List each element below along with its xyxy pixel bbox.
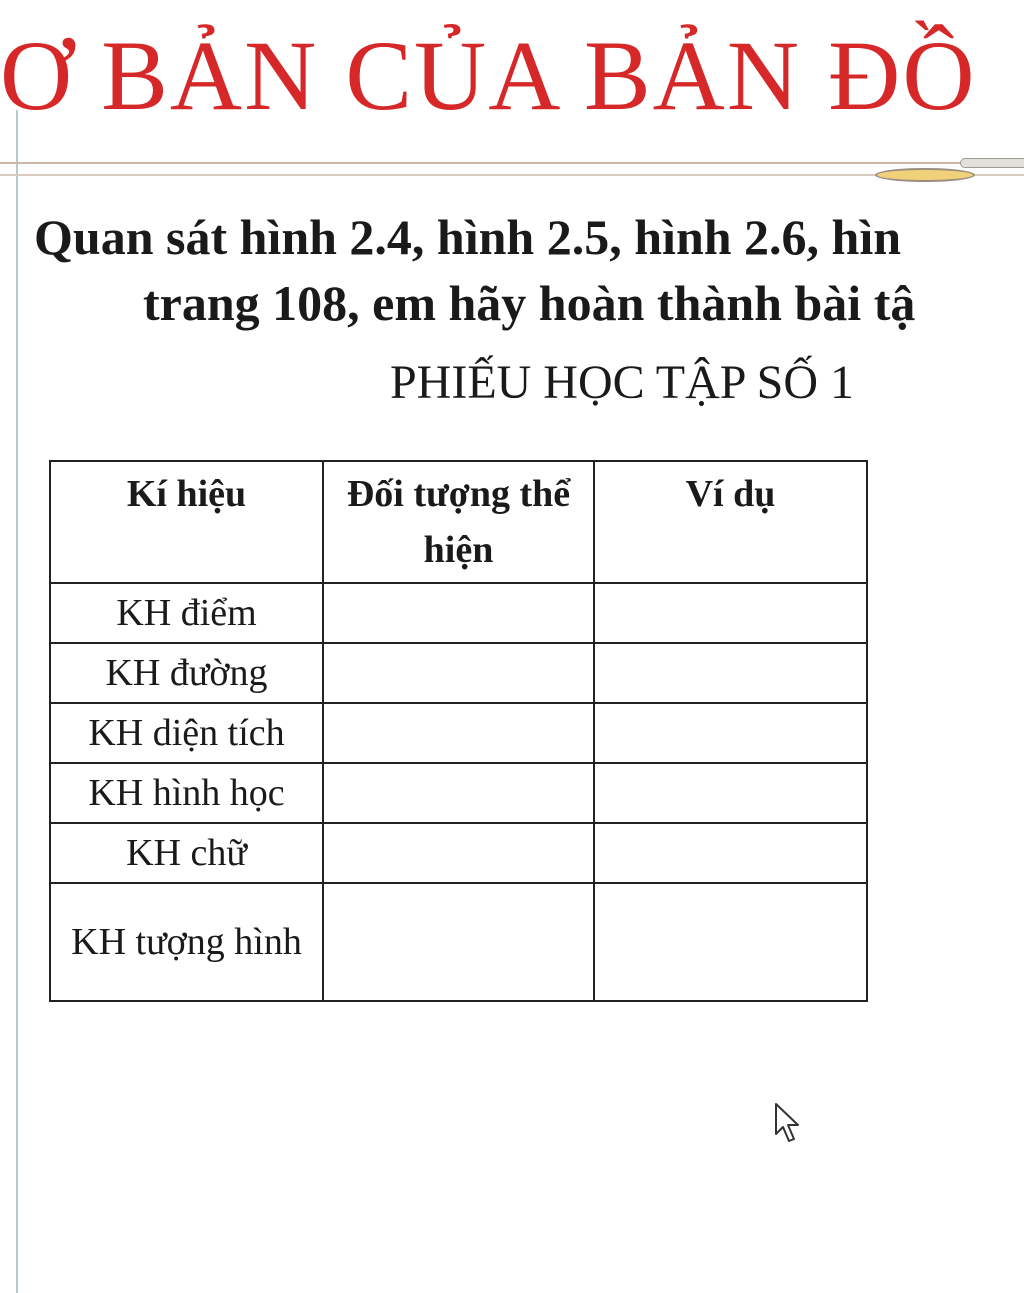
object-cell: [323, 703, 594, 763]
table-header-row: [50, 461, 867, 583]
table-row: [50, 643, 867, 703]
example-cell: [594, 763, 867, 823]
example-cell: [594, 583, 867, 643]
symbol-table: [49, 460, 868, 1002]
symbol-cell: KH đường: [50, 643, 323, 703]
table-row: [50, 763, 867, 823]
object-cell: [323, 823, 594, 883]
title-divider: [0, 162, 1024, 164]
object-cell: [323, 763, 594, 823]
table-row: [50, 883, 867, 1001]
symbol-cell: KH chữ: [50, 823, 323, 883]
slide-left-border: [16, 110, 18, 1293]
header-symbol: Kí hiệu: [50, 461, 323, 583]
symbol-cell: KH diện tích: [50, 703, 323, 763]
example-cell: [594, 703, 867, 763]
instruction-line-1: Quan sát hình 2.4, hình 2.5, hình 2.6, hìn: [34, 209, 902, 265]
example-cell: [594, 883, 867, 1001]
slide-title: Ơ BẢN CỦA BẢN ĐỒ: [0, 20, 977, 131]
symbol-cell: KH tượng hình: [50, 883, 323, 1001]
decorative-pen-icon: [960, 158, 1024, 168]
decorative-ellipse: [875, 168, 975, 182]
table-row: [50, 823, 867, 883]
table-row: [50, 703, 867, 763]
instruction-line-2: trang 108, em hãy hoàn thành bài tậ: [143, 275, 916, 331]
mouse-pointer-icon: [774, 1102, 804, 1146]
symbol-cell: KH hình học: [50, 763, 323, 823]
title-divider-lower: [0, 174, 1024, 176]
object-cell: [323, 643, 594, 703]
header-object: Đối tượng thể hiện: [323, 461, 594, 583]
object-cell: [323, 883, 594, 1001]
symbol-cell: KH điểm: [50, 583, 323, 643]
example-cell: [594, 643, 867, 703]
table-row: [50, 583, 867, 643]
example-cell: [594, 823, 867, 883]
object-cell: [323, 583, 594, 643]
header-example: Ví dụ: [594, 461, 867, 583]
worksheet-title: PHIẾU HỌC TẬP SỐ 1: [389, 356, 855, 409]
